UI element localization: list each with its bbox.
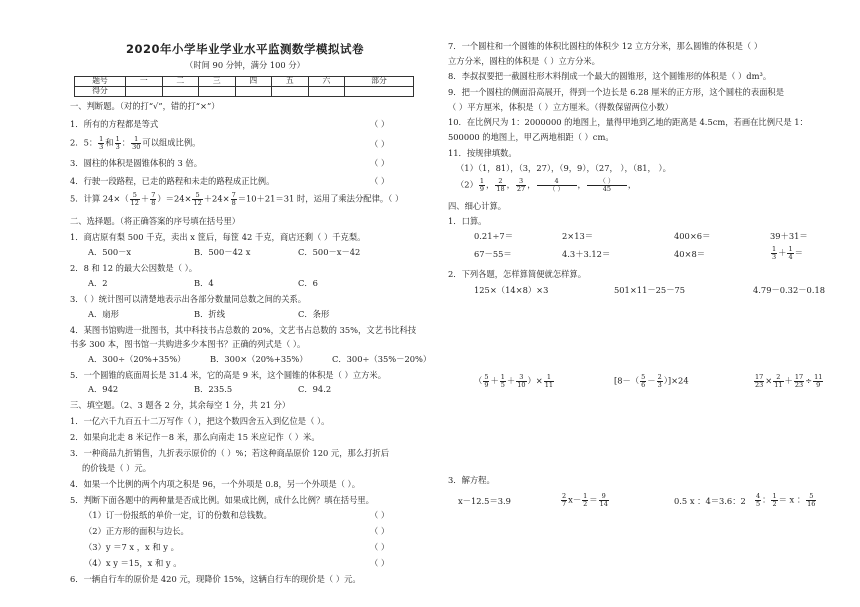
den: 7 xyxy=(562,499,567,508)
answer-paren[interactable]: （ ） xyxy=(370,558,390,568)
fraction xyxy=(516,178,526,192)
fraction xyxy=(150,192,156,206)
text: 5．计算 24×（ xyxy=(70,193,129,204)
den[interactable]: （ ） xyxy=(548,184,565,193)
text: 和 xyxy=(105,137,114,148)
text: ＝ xyxy=(794,247,803,258)
text: 可以组成比例。 xyxy=(142,137,201,148)
score-cell: 得分 xyxy=(75,86,126,96)
fraction xyxy=(771,246,777,260)
text: ＋ xyxy=(140,193,150,204)
right-column xyxy=(448,0,843,607)
text: ）＝24× xyxy=(157,193,192,204)
simplify-heading: 2．下列各题，怎样算简便就怎样算。 xyxy=(448,269,587,279)
text: [8－（ xyxy=(614,375,640,386)
den: 3 xyxy=(99,142,104,151)
den: 3 xyxy=(657,380,662,389)
s1-q5 xyxy=(70,192,403,206)
s3-q5-item: （1）订一份报纸的单价一定，订的份数和总钱数。 xyxy=(84,510,272,520)
option[interactable]: B．4 xyxy=(194,278,214,288)
oral-item: 39＋31＝ xyxy=(770,231,808,241)
text: ， xyxy=(577,179,586,190)
fraction xyxy=(192,192,202,206)
fraction xyxy=(787,246,793,260)
num: 17 xyxy=(755,373,764,381)
option[interactable]: C．500－x－42 xyxy=(298,247,361,257)
option[interactable]: A．500－x xyxy=(88,247,132,257)
num: 1 xyxy=(99,135,104,143)
text: ， xyxy=(486,179,495,190)
den: 6 xyxy=(641,380,646,389)
option[interactable]: A．942 xyxy=(88,384,119,394)
fraction xyxy=(582,493,588,507)
s2-q2: 2．8 和 12 的最大公因数是（ ）。 xyxy=(70,263,198,273)
text: ， xyxy=(527,179,536,190)
text: 2．5： xyxy=(70,137,98,148)
num: 7 xyxy=(231,191,236,199)
den: 3 xyxy=(772,252,777,261)
q11-2 xyxy=(456,178,636,192)
answer-paren[interactable]: （ ） xyxy=(370,176,390,186)
num: 5 xyxy=(192,192,202,200)
num: 2 xyxy=(562,492,567,500)
fraction xyxy=(640,374,646,388)
num: 1 xyxy=(544,374,554,382)
q10: 10．在比例尺为 1：2000000 的地图上，量得甲地到乙地的距离是 4.5cm，若画在比例尺是 1： xyxy=(448,117,808,127)
simp-item: 125×（14×8）×3 xyxy=(474,285,549,295)
simp-item xyxy=(614,374,689,388)
s2-q1: 1．商店原有梨 500 千克，卖出 x 筐后，每筐 42 千克，商店还剩（ ）千克梨。 xyxy=(70,232,366,242)
den: 4 xyxy=(788,252,793,261)
text: ： xyxy=(121,137,131,148)
fraction xyxy=(516,374,526,388)
q8: 8．李叔叔要把一截圆柱形木料削成一个最大的圆锥形，这个圆锥形的体积是（ ）dm³。 xyxy=(448,71,772,81)
num: 1 xyxy=(115,135,120,143)
simp-item: 501×11－25－75 xyxy=(614,285,686,295)
den: 23 xyxy=(755,380,764,389)
den: 14 xyxy=(599,499,608,508)
option[interactable]: B．500－42 x xyxy=(194,247,251,257)
num: 1 xyxy=(479,177,485,185)
num: 9 xyxy=(599,493,609,501)
q9: 9．把一个圆柱的侧面沿高展开，得到一个边长是 6.28 厘米的正方形，这个圆柱的表面积是 xyxy=(448,87,785,97)
den: 8 xyxy=(231,198,236,207)
den: 12 xyxy=(193,198,202,207)
s1-q3: 3．圆柱的体积是圆锥体积的 3 倍。 xyxy=(70,158,202,168)
den: 12 xyxy=(130,198,139,207)
den: 10 xyxy=(517,380,526,389)
option[interactable]: C．94.2 xyxy=(298,384,332,394)
s1-q1: 1．所有的方程都是等式 xyxy=(70,119,159,129)
s3-q4: 4．如果一个比例的两个内项之积是 96，一个外项是 0.8，另一个外项是（ ）。 xyxy=(70,479,360,489)
den: 8 xyxy=(151,198,156,207)
den: 5 xyxy=(500,380,505,389)
answer-paren[interactable]: （ ） xyxy=(370,119,390,129)
answer-paren[interactable]: （ ） xyxy=(388,193,404,204)
den: 23 xyxy=(794,380,804,389)
fraction xyxy=(130,192,140,206)
num: 7 xyxy=(151,191,156,199)
q7b: 立方分米，圆柱的体积是（ ）立方分米。 xyxy=(448,56,600,66)
s3-q1: 1．一亿六千九百五十二万写作（ ），把这个数四舍五入到亿位是（ ）。 xyxy=(70,416,330,426)
num: 1 xyxy=(788,245,793,253)
exam-title: 2020年小学毕业学业水平监测数学模拟试卷 xyxy=(125,42,364,56)
den: 3 xyxy=(115,142,120,151)
den: 9 xyxy=(479,184,485,193)
q11: 11．按规律填数。 xyxy=(448,148,517,158)
fraction xyxy=(500,374,506,388)
oral-item: 4.3＋3.12＝ xyxy=(562,249,611,259)
text: ）]×24 xyxy=(663,375,689,386)
simp-item: $\frac{17}{23}$ × $\frac{2}{11}$ ＋ $\frac{17}{23}$ ÷ $\frac{11}{9}$ xyxy=(755,373,823,389)
score-cell: 二 xyxy=(162,76,199,86)
fraction xyxy=(657,374,663,388)
num: 1 xyxy=(583,492,588,500)
section3-heading: 三、填空题。（2、3 题各 2 分，其余每空 1 分，共 21 分） xyxy=(70,400,291,410)
fraction xyxy=(479,178,485,192)
fraction xyxy=(755,493,761,507)
option[interactable]: A．300÷（20%+35%） xyxy=(88,354,186,364)
q10b: 500000 的地图上，甲乙两地相距（ ）cm。 xyxy=(448,132,614,142)
fraction xyxy=(98,136,104,150)
fraction xyxy=(561,493,567,507)
text: ， xyxy=(627,179,637,190)
oral-heading: 1．口算。 xyxy=(448,216,487,226)
section2-heading: 二、选择题。（将正确答案的序号填在括号里） xyxy=(70,216,241,226)
score-cell: 一 xyxy=(126,76,163,86)
oral-item: 67－55＝ xyxy=(474,249,512,259)
s1-q4: 4．行驶一段路程，已走的路程和未走的路程成正比例。 xyxy=(70,176,275,186)
den: 16 xyxy=(807,499,816,508)
section4-heading: 四、细心计算。 xyxy=(448,201,507,211)
fraction xyxy=(794,374,804,388)
fraction xyxy=(773,374,783,388)
num: 4 xyxy=(756,492,761,500)
option[interactable]: A．扇形 xyxy=(88,309,119,319)
text: ＝10＋21＝31 时，运用了乘法分配律。 xyxy=(237,193,389,204)
num[interactable]: （ ） xyxy=(587,178,627,186)
num: 2 xyxy=(773,374,783,382)
num: 2 xyxy=(657,373,662,381)
s3-q3b: 的价钱是（ ）元。 xyxy=(82,463,152,473)
den: 9 xyxy=(484,380,489,389)
fraction xyxy=(813,374,823,388)
solve-heading: 3．解方程。 xyxy=(448,475,495,485)
oral-item: $\frac{1}{3}$ ＋ $\frac{1}{4}$ ＝ xyxy=(772,245,803,261)
option[interactable]: B．300×（20%+35%） xyxy=(210,354,308,364)
s2-q4b: 书多 300 本，图书馆一共购进多少本图书？正确的列式是（ ）。 xyxy=(70,339,306,349)
q9b: （ ）平方厘米，体积是（ ）立方厘米。（得数保留两位小数） xyxy=(448,102,674,112)
num: 1 xyxy=(772,492,777,500)
q7: 7．一个圆柱和一个圆锥的体积比圆柱的体积少 12 立方分米，那么圆锥的体积是（ ） xyxy=(448,41,763,51)
text: － xyxy=(647,375,656,386)
s1-q2 xyxy=(70,136,200,150)
text: ， xyxy=(506,179,515,190)
solve-item: $\frac{4}{5}$ ： $\frac{1}{2}$ ＝ x ： $\frac{5}{16}$ xyxy=(756,492,816,508)
option[interactable]: C．条形 xyxy=(298,309,330,319)
s3-q5-item: （4）x y ＝15，x 和 y 。 xyxy=(84,558,182,568)
num: 1 xyxy=(131,136,141,144)
s2-q5: 5．一个圆锥的底面周长是 31.4 米，它的高是 9 米，这个圆锥的体积是（ ）立方米。 xyxy=(70,370,387,380)
num: 5 xyxy=(484,373,489,381)
s3-q6: 6．一辆自行车的原价是 420 元，现降价 15%，这辆自行车的现价是（ ）元。 xyxy=(70,574,361,584)
oral-item: 2×13＝ xyxy=(562,231,594,241)
s3-q5-item: （2）正方形的面积与边长。 xyxy=(84,526,189,536)
fraction xyxy=(231,192,237,206)
num: 1 xyxy=(772,245,777,253)
option[interactable]: B．235.5 xyxy=(194,384,233,394)
fraction xyxy=(599,493,609,507)
option[interactable]: B．折线 xyxy=(194,309,225,319)
answer-paren[interactable]: （ ） xyxy=(370,139,390,149)
den: 11 xyxy=(544,380,554,389)
fraction xyxy=(115,136,121,150)
fraction xyxy=(544,374,554,388)
answer-paren[interactable]: （ ） xyxy=(370,542,390,552)
score-cell: 六 xyxy=(308,76,345,86)
den: 5 xyxy=(756,499,761,508)
s3-q5: 5．判断下面各题中的两种量是否成比例。如果成比例，成什么比例？填在括号里。 xyxy=(70,495,374,505)
option[interactable]: A．2 xyxy=(88,278,108,288)
score-cell: 四 xyxy=(235,76,272,86)
option[interactable]: C．300÷（35%－20%） xyxy=(332,354,432,364)
solve-item: x－12.5＝3.9 xyxy=(458,496,511,506)
text: （2） xyxy=(456,179,478,190)
q11-1: （1）（1，81），（3，27），（9，9），（27， ），（81， ）。 xyxy=(456,163,671,173)
text: ＋24× xyxy=(203,193,230,204)
s3-q3: 3．一种商品九折销售，九折表示原价的（ ）%；若这种商品原价 120 元，那么打折后 xyxy=(70,448,390,458)
exam-subtitle: （时间 90 分钟，满分 100 分） xyxy=(185,60,305,71)
den: 30 xyxy=(132,142,141,151)
s2-q4: 4．某图书馆购进一批图书，其中科技书占总数的 20%，文艺书占总数的 35%，文艺书比科技 xyxy=(70,325,417,335)
s3-q2: 2．如果向北走 8 米记作－8 米，那么向南走 15 米应记作（ ）米。 xyxy=(70,432,320,442)
score-cell: 部分 xyxy=(345,76,414,86)
num: 5 xyxy=(641,373,646,381)
s3-q5-item: （3）y ＝7 x ，x 和 y 。 xyxy=(84,542,179,552)
score-cell: 三 xyxy=(199,76,236,86)
fraction xyxy=(537,178,577,192)
fraction xyxy=(806,493,816,507)
oral-item: 40×8＝ xyxy=(674,249,706,259)
section1-heading: 一、判断题。（对的打“√”，错的打“×”） xyxy=(70,101,220,111)
score-cell: 五 xyxy=(272,76,309,86)
num: 5 xyxy=(130,192,140,200)
left-questions xyxy=(70,0,432,607)
den: 18 xyxy=(496,184,505,193)
answer-paren[interactable]: （ ） xyxy=(370,510,390,520)
fraction xyxy=(131,136,141,150)
fraction xyxy=(587,178,627,192)
den: 9 xyxy=(816,380,821,389)
answer-paren[interactable]: （ ） xyxy=(370,158,390,168)
fraction xyxy=(754,374,764,388)
den: 11 xyxy=(774,380,783,389)
fraction xyxy=(495,178,505,192)
oral-item: 0.21÷7＝ xyxy=(474,231,514,241)
num: 3 xyxy=(516,374,526,382)
num: 1 xyxy=(500,373,505,381)
den: 2 xyxy=(583,499,588,508)
num: 4 xyxy=(537,178,577,186)
answer-paren[interactable]: （ ） xyxy=(370,526,390,536)
fraction xyxy=(771,493,777,507)
num: 5 xyxy=(806,493,816,501)
num: 2 xyxy=(495,178,505,186)
num: 3 xyxy=(516,178,526,186)
den: 45 xyxy=(602,184,611,193)
solve-item: 0.5 x ：4＝3.6：2 xyxy=(674,496,746,506)
solve-item: $\frac{2}{7}$ x－ $\frac{1}{2}$ ＝ $\frac{9}{14}$ xyxy=(562,492,608,508)
score-cell: 题号 xyxy=(75,76,126,86)
option[interactable]: C．6 xyxy=(298,278,318,288)
den: 2 xyxy=(772,499,777,508)
den: 27 xyxy=(516,184,526,193)
fraction xyxy=(483,374,489,388)
num: 17 xyxy=(794,373,804,381)
num: 11 xyxy=(814,373,823,381)
s2-q3: 3．（ ）统计图可以清楚地表示出各部分数量同总数之间的关系。 xyxy=(70,294,307,304)
simp-item: （ $\frac{5}{9}$ ＋ $\frac{1}{5}$ ＋ $\frac{3}{10}$ ）× $\frac{1}{11}$ xyxy=(474,373,554,389)
simp-item: 4.79－0.32－0.18 xyxy=(753,285,826,295)
oral-item: 400×6＝ xyxy=(674,231,711,241)
